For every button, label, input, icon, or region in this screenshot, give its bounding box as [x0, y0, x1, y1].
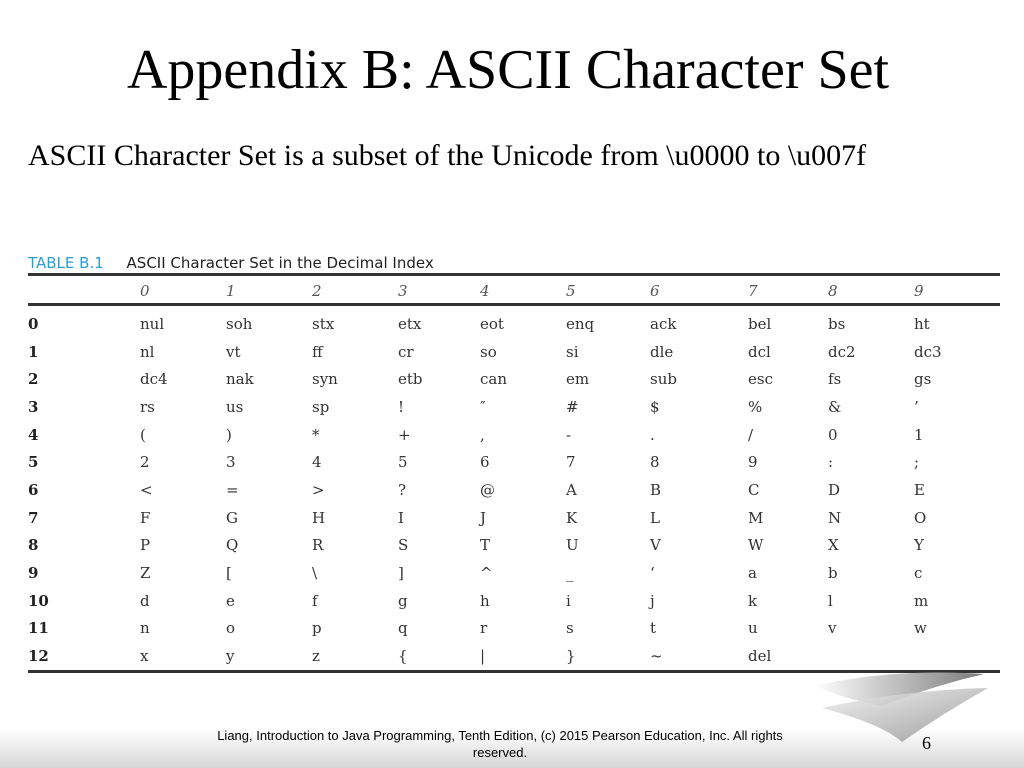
table-cell: Z	[140, 564, 151, 583]
column-header-4: 4	[480, 275, 566, 305]
table-cell: soh	[226, 314, 253, 333]
table-cell: +	[398, 425, 411, 444]
table-cell: 9	[748, 453, 758, 472]
table-cell: )	[226, 425, 232, 444]
row-header: 6	[28, 480, 39, 499]
table-cell: gs	[914, 370, 932, 389]
table-cell: enq	[566, 314, 595, 333]
table-cell: b	[828, 564, 838, 583]
table-cell: ;	[914, 453, 920, 472]
table-cell: l	[828, 591, 833, 610]
table-row	[28, 504, 1000, 532]
table-cell: r	[480, 619, 488, 638]
table-cell: sp	[312, 397, 330, 416]
table-body	[28, 305, 1000, 672]
table-cell: m	[914, 591, 929, 610]
table-cell: C	[748, 480, 760, 499]
table-cell: so	[480, 342, 497, 361]
table-cell: ~	[650, 642, 748, 671]
table-cell: can	[480, 370, 508, 389]
table-cell: >	[312, 480, 325, 499]
table-cell: sub	[650, 370, 677, 389]
table-cell: o	[226, 619, 236, 638]
table-cell: bs	[828, 314, 846, 333]
table-cell: dle	[650, 342, 674, 361]
table-cell: (	[140, 425, 146, 444]
table-cell: {	[398, 642, 480, 671]
table-row	[28, 421, 1000, 449]
table-cell: n	[140, 619, 150, 638]
table-cell: B	[650, 480, 662, 499]
table-row	[28, 559, 1000, 587]
column-header-0: 0	[140, 275, 226, 305]
column-header-8: 8	[828, 275, 914, 305]
table-cell: j	[650, 591, 655, 610]
table-cell: stx	[312, 314, 335, 333]
row-header: 5	[28, 453, 39, 472]
table-cell: c	[914, 564, 923, 583]
table-header-row	[28, 275, 1000, 305]
table-cell: U	[566, 536, 579, 555]
column-header-7: 7	[748, 275, 828, 305]
table-cell: Q	[226, 536, 239, 555]
table-cell: .	[650, 425, 655, 444]
table-cell: dc3	[914, 342, 942, 361]
row-header: 2	[28, 370, 39, 389]
table-row	[28, 587, 1000, 615]
row-header: 12	[28, 642, 140, 671]
table-cell: ff	[312, 342, 323, 361]
table-cell: bel	[748, 314, 772, 333]
table-cell: ack	[650, 314, 677, 333]
table-cell: |	[480, 642, 566, 671]
table-cell: rs	[140, 397, 155, 416]
table-cell: em	[566, 370, 590, 389]
table-cell: 6	[480, 453, 490, 472]
table-cell: a	[748, 564, 757, 583]
table-cell: !	[398, 397, 405, 416]
row-header: 1	[28, 342, 39, 361]
ascii-table	[28, 273, 1000, 673]
table-cell: dcl	[748, 342, 771, 361]
table-cell: H	[312, 508, 326, 527]
column-header-corner	[28, 275, 140, 305]
table-cell: si	[566, 342, 579, 361]
table-cell: *	[312, 425, 320, 444]
table-cell: cr	[398, 342, 414, 361]
table-cell: O	[914, 508, 927, 527]
table-row	[28, 338, 1000, 366]
table-cell: D	[828, 480, 841, 499]
table-cell: F	[140, 508, 151, 527]
table-cell: 1	[914, 425, 924, 444]
table-cell: Y	[914, 536, 924, 555]
table-row	[28, 393, 1000, 421]
table-cell: M	[748, 508, 764, 527]
table-cell: t	[650, 619, 657, 638]
table-cell: fs	[828, 370, 842, 389]
table-cell: y	[226, 642, 312, 671]
table-cell: =	[226, 480, 239, 499]
column-header-3: 3	[398, 275, 480, 305]
table-row	[28, 305, 1000, 338]
table-cell: @	[480, 480, 495, 499]
table-cell: 7	[566, 453, 576, 472]
table-cell: h	[480, 591, 490, 610]
table-cell: ’	[914, 397, 919, 416]
table-cell: nak	[226, 370, 254, 389]
column-header-6: 6	[650, 275, 748, 305]
row-header: 11	[28, 619, 49, 638]
table-cell: s	[566, 619, 574, 638]
row-header: 9	[28, 564, 39, 583]
table-cell: 2	[140, 453, 150, 472]
table-cell: nl	[140, 342, 155, 361]
table-cell: ^	[480, 564, 493, 583]
table-cell: x	[140, 642, 226, 671]
table-cell: us	[226, 397, 244, 416]
table-cell: K	[566, 508, 578, 527]
table-cell: I	[398, 508, 404, 527]
table-cell: 0	[828, 425, 838, 444]
table-cell: ‘	[650, 564, 655, 583]
table-cell: ?	[398, 480, 407, 499]
table-cell: p	[312, 619, 322, 638]
table-cell: S	[398, 536, 409, 555]
row-header: 10	[28, 591, 49, 610]
table-caption-label: TABLE B.1	[28, 254, 104, 272]
table-cell: _	[566, 564, 574, 583]
table-cell: k	[748, 591, 758, 610]
column-header-9: 9	[914, 275, 1000, 305]
row-header: 8	[28, 536, 39, 555]
table-cell: f	[312, 591, 318, 610]
table-cell: g	[398, 591, 408, 610]
table-cell: ″	[480, 397, 486, 416]
table-cell: esc	[748, 370, 773, 389]
table-cell: :	[828, 453, 834, 472]
table-cell: %	[748, 397, 763, 416]
table-cell: W	[748, 536, 764, 555]
table-cell: 4	[312, 453, 322, 472]
row-header: 0	[28, 314, 39, 333]
table-cell: dc4	[140, 370, 168, 389]
footer-copyright: Liang, Introduction to Java Programming, Tenth Edition, (c) 2015 Pearson Education, Inc. All rights reserved.	[217, 728, 783, 760]
table-caption-text: ASCII Character Set in the Decimal Index	[126, 254, 434, 272]
table-cell: e	[226, 591, 235, 610]
table-cell: nul	[140, 314, 165, 333]
table-cell: w	[914, 619, 927, 638]
table-cell: [	[226, 564, 232, 583]
table-cell: i	[566, 591, 571, 610]
table-cell: ]	[398, 564, 404, 583]
table-cell: 8	[650, 453, 660, 472]
column-header-2: 2	[312, 275, 398, 305]
table-row	[28, 532, 1000, 560]
table-cell: d	[140, 591, 150, 610]
row-header: 7	[28, 508, 39, 527]
table-cell: <	[140, 480, 153, 499]
table-caption	[28, 252, 434, 274]
table-cell: ht	[914, 314, 930, 333]
table-cell: }	[566, 642, 650, 671]
table-cell: T	[480, 536, 491, 555]
column-header-5: 5	[566, 275, 650, 305]
column-header-1: 1	[226, 275, 312, 305]
table-cell: /	[748, 425, 754, 444]
table-cell: G	[226, 508, 238, 527]
table-cell: ,	[480, 425, 485, 444]
table-cell: &	[828, 397, 842, 416]
table-cell: 3	[226, 453, 236, 472]
table-cell: vt	[226, 342, 241, 361]
table-cell: E	[914, 480, 925, 499]
table-cell: P	[140, 536, 151, 555]
table-row	[28, 448, 1000, 476]
swoosh-decoration-icon	[812, 668, 992, 744]
table-cell: L	[650, 508, 660, 527]
slide-subtitle: ASCII Character Set is a subset of the Unicode from \u0000 to \u007f	[28, 139, 867, 172]
table-row	[28, 615, 1000, 643]
table-cell: $	[650, 397, 660, 416]
table-cell: X	[828, 536, 839, 555]
table-cell: N	[828, 508, 842, 527]
page-number: 6	[922, 733, 931, 753]
table-cell: q	[398, 619, 408, 638]
table-cell: del	[748, 642, 828, 671]
table-cell: J	[480, 508, 487, 527]
table-cell: syn	[312, 370, 338, 389]
table-cell: R	[312, 536, 324, 555]
table-cell: \	[312, 564, 318, 583]
table-cell: dc2	[828, 342, 856, 361]
table-cell: V	[650, 536, 661, 555]
table-cell: etx	[398, 314, 422, 333]
table-cell: 5	[398, 453, 408, 472]
table-cell: u	[748, 619, 758, 638]
slide-title: Appendix B: ASCII Character Set	[126, 39, 890, 101]
table-cell: eot	[480, 314, 504, 333]
table-row	[28, 365, 1000, 393]
table-cell: etb	[398, 370, 423, 389]
table-cell: z	[312, 642, 398, 671]
row-header: 3	[28, 397, 39, 416]
table-cell: -	[566, 425, 572, 444]
table-cell: A	[566, 480, 577, 499]
table-row	[28, 476, 1000, 504]
row-header: 4	[28, 425, 39, 444]
table-cell: #	[566, 397, 579, 416]
table-cell: v	[828, 619, 837, 638]
